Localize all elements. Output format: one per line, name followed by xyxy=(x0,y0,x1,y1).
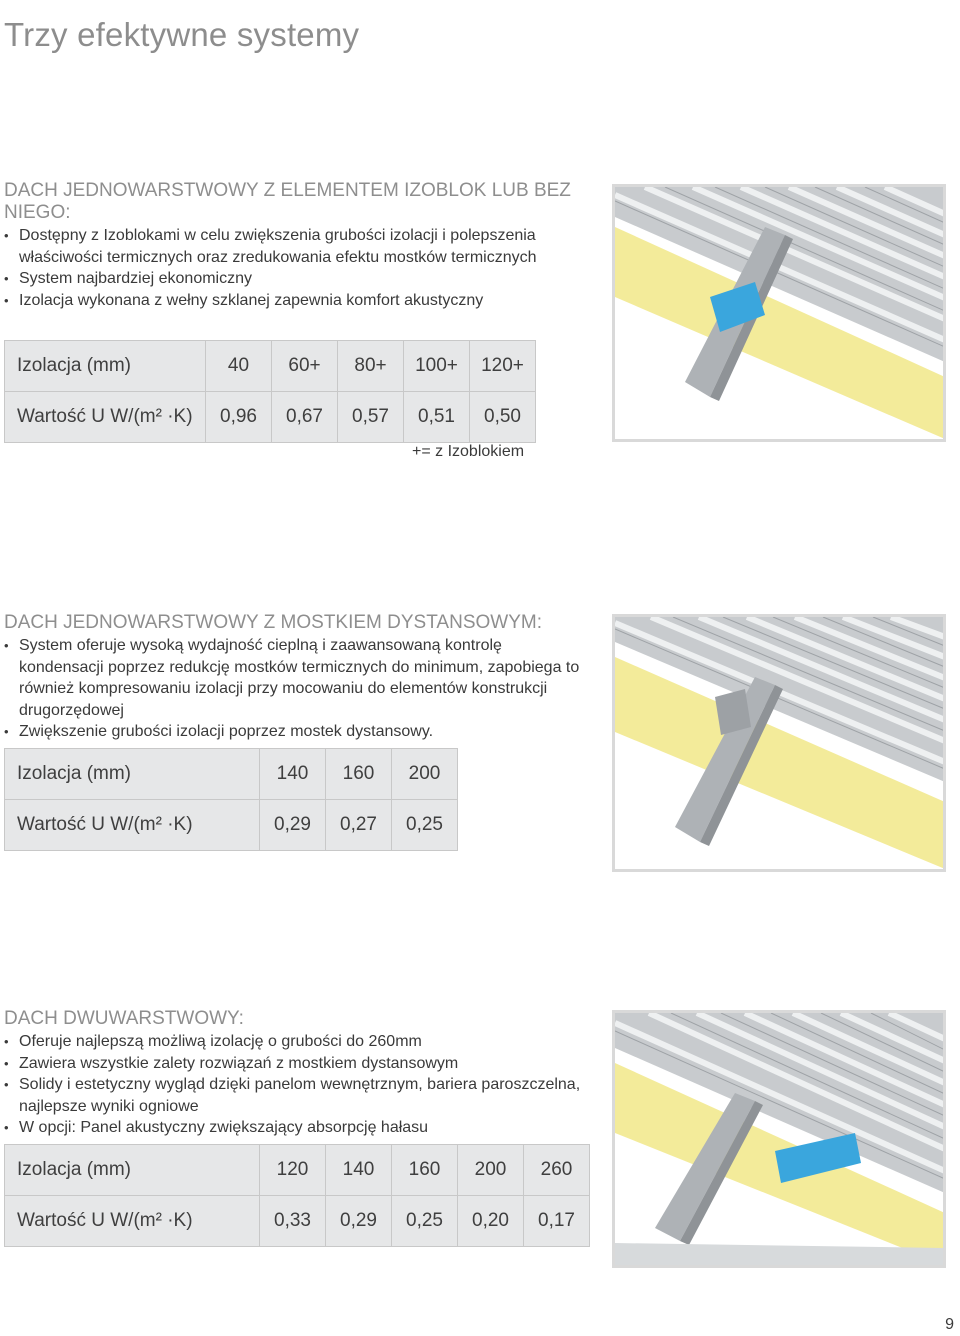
roof-diagram xyxy=(615,617,943,869)
table-row-label: Izolacja (mm) xyxy=(5,749,260,800)
roof-illustration-izoblok xyxy=(612,184,946,442)
table-cell: 60+ xyxy=(272,341,338,392)
page-number: 9 xyxy=(945,1316,954,1333)
roof-diagram xyxy=(615,1013,943,1265)
list-item: • W opcji: Panel akustyczny zwiększający absorpcję hałasu xyxy=(4,1117,584,1139)
table-cell: 0,25 xyxy=(392,1196,458,1247)
section-heading: DACH JEDNOWARSTWOWY Z ELEMENTEM IZOBLOK LUB BEZ NIEGO: xyxy=(4,180,571,223)
table-cell: 0,25 xyxy=(392,800,458,851)
bullet-list xyxy=(4,635,584,743)
table-cell: 140 xyxy=(260,749,326,800)
roof-diagram xyxy=(615,187,943,439)
page-title: Trzy efektywne systemy xyxy=(4,16,360,54)
table-row-label: Wartość U W/(m² ·K) xyxy=(5,1196,260,1247)
table-cell: 0,50 xyxy=(470,392,536,443)
list-item: • Oferuje najlepszą możliwą izolację o grubości do 260mm xyxy=(4,1031,584,1053)
spacer-bracket xyxy=(715,689,751,735)
table-cell: 200 xyxy=(458,1145,524,1196)
spec-table xyxy=(4,1144,590,1247)
table-cell: 140 xyxy=(326,1145,392,1196)
table-row xyxy=(5,392,536,443)
list-item: • System oferuje wysoką wydajność cieplną i zaawansowaną kontrolę kondensacji poprzez redukcję mostków termicznych do minimum, zapobiega to również kompresowaniu izolacji przy mocowaniu do elementów konstrukcji drugorzędowej xyxy=(4,635,584,721)
table-row xyxy=(5,1196,590,1247)
section-heading: DACH DWUWARSTWOWY: xyxy=(4,1008,244,1029)
table-row-label: Wartość U W/(m² ·K) xyxy=(5,392,206,443)
table-cell: 120 xyxy=(260,1145,326,1196)
table-cell: 0,29 xyxy=(260,800,326,851)
table-cell: 0,27 xyxy=(326,800,392,851)
table-row xyxy=(5,749,458,800)
table-cell: 200 xyxy=(392,749,458,800)
list-item: • Solidy i estetyczny wygląd dzięki panelom wewnętrznym, bariera paroszczelna, najlepsze wyniki ogniowe xyxy=(4,1074,584,1117)
list-item: • Dostępny z Izoblokami w celu zwiększenia grubości izolacji i polepszenia właściwości termicznych oraz zredukowania efektu mostków termicznych xyxy=(4,225,596,268)
table-cell: 160 xyxy=(392,1145,458,1196)
table-cell: 0,96 xyxy=(206,392,272,443)
table-row-label: Izolacja (mm) xyxy=(5,1145,260,1196)
table-cell: 120+ xyxy=(470,341,536,392)
section-single-layer-izoblok xyxy=(4,180,596,311)
roof-illustration-spacer xyxy=(612,614,946,872)
table-cell: 160 xyxy=(326,749,392,800)
table-cell: 80+ xyxy=(338,341,404,392)
table-row-label: Izolacja (mm) xyxy=(5,341,206,392)
roof-illustration-double xyxy=(612,1010,946,1268)
table-row xyxy=(5,1145,590,1196)
spec-table xyxy=(4,748,458,851)
liner-panel xyxy=(615,1243,943,1265)
table-row xyxy=(5,341,536,392)
bullet-list xyxy=(4,225,596,311)
table-cell: 0,57 xyxy=(338,392,404,443)
table-row xyxy=(5,800,458,851)
table-cell: 0,20 xyxy=(458,1196,524,1247)
section-heading: DACH JEDNOWARSTWOWY Z MOSTKIEM DYSTANSOWYM: xyxy=(4,612,542,633)
table-cell: 0,17 xyxy=(524,1196,590,1247)
section-double-layer xyxy=(4,1008,584,1139)
list-item: • Zwiększenie grubości izolacji poprzez mostek dystansowy. xyxy=(4,721,584,743)
table-cell: 40 xyxy=(206,341,272,392)
table-cell: 100+ xyxy=(404,341,470,392)
list-item: • Izolacja wykonana z wełny szklanej zapewnia komfort akustyczny xyxy=(4,290,596,312)
table-cell: 0,67 xyxy=(272,392,338,443)
table-cell: 0,51 xyxy=(404,392,470,443)
table-cell: 260 xyxy=(524,1145,590,1196)
table-cell: 0,29 xyxy=(326,1196,392,1247)
spec-table xyxy=(4,340,536,443)
list-item: • Zawiera wszystkie zalety rozwiązań z mostkiem dystansowym xyxy=(4,1053,584,1075)
bullet-list xyxy=(4,1031,584,1139)
footnote: += z Izoblokiem xyxy=(412,443,525,460)
list-item: • System najbardziej ekonomiczny xyxy=(4,268,596,290)
section-single-layer-spacer xyxy=(4,612,584,743)
table-cell: 0,33 xyxy=(260,1196,326,1247)
table-row-label: Wartość U W/(m² ·K) xyxy=(5,800,260,851)
